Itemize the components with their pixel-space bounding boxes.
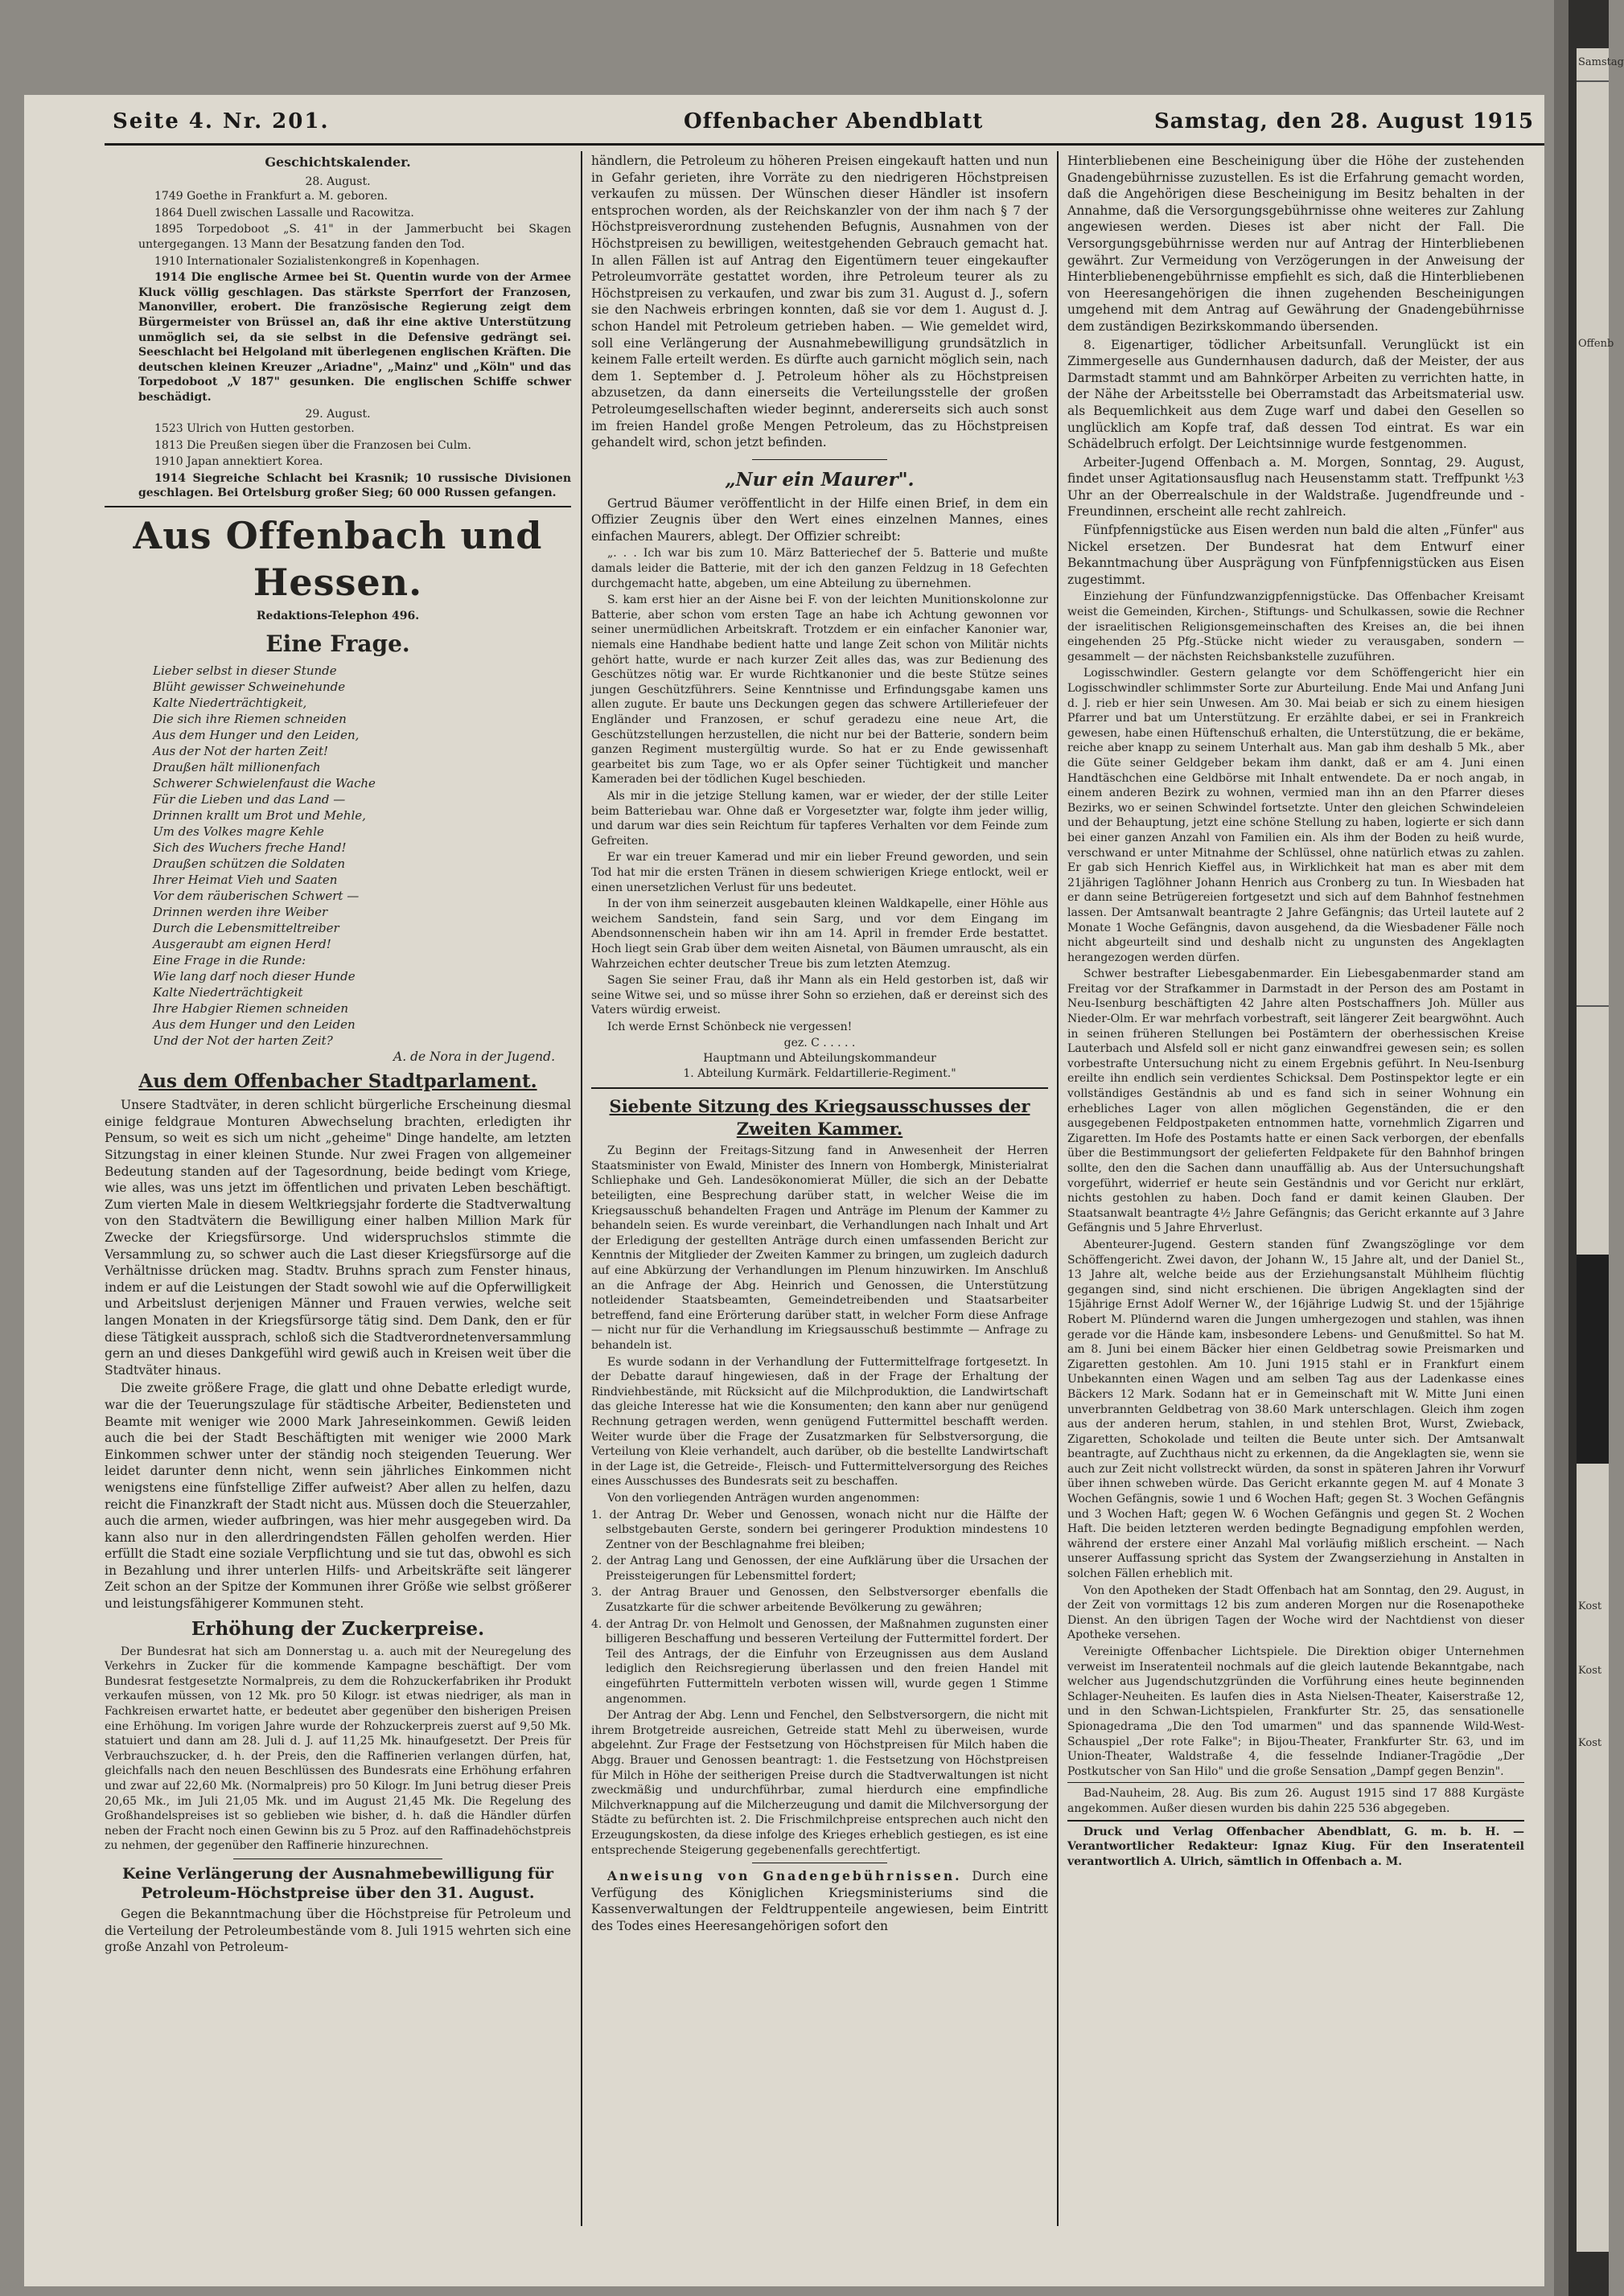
- poem-line: Drinnen werden ihre Weiber: [153, 904, 328, 919]
- news-item: Von den Apotheken der Stadt Offenbach hat am Sonntag, den 29. August, in der Zeit von vormittags 12 bis zum anderen Morgen nur die Rosenapotheke Dienst. An den übrigen Tagen der Woche wird der Nachtdienst von dieser Apotheke versehen.: [1067, 1583, 1524, 1642]
- poem-line: Draußen hält millionenfach: [153, 759, 321, 774]
- adjacent-page-word: Kost: [1578, 1737, 1602, 1749]
- poem-line: Und der Not der harten Zeit?: [153, 1033, 333, 1048]
- editorial-phone: Redaktions-Telephon 496.: [256, 610, 420, 623]
- calendar-date: 28. August.: [305, 175, 371, 188]
- adjacent-page-rule: [1577, 1005, 1609, 1007]
- news-item: Einziehung der Fünfundzwanzigpfennigstücke. Das Offenbacher Kreisamt weist die Gemeinden, Kirchen-, Stiftungs- und Schulkassen, sowie die Rechner der israelitischen Religionsgemeinschaften des Kreises an, die bei ihnen eingehenden 25 Pfg.-Stücke nicht wieder zu verausgaben, sondern — gesammelt — der nächsten Reichsbankstelle zuzuführen.: [1067, 590, 1524, 663]
- calendar-entry: 1895 Torpedoboot „S. 41" in der Jammerbucht bei Skagen untergegangen. 13 Mann der Besatzung fanden den Tod.: [138, 223, 571, 251]
- calendar-entry: 1910 Japan annektiert Korea.: [154, 455, 323, 469]
- letter-paragraph: Ich werde Ernst Schönbeck nie vergessen!: [607, 1020, 853, 1033]
- poem-line: Kalte Niederträchtigkeit: [153, 984, 303, 1000]
- poem-author: A. de Nora in der Jugend.: [393, 1049, 555, 1064]
- section-rule: [1067, 1820, 1524, 1822]
- article-title: Anweisung von Gnadengebührnissen.: [607, 1868, 962, 1884]
- masthead: Offenbacher Abendblatt: [684, 109, 984, 133]
- article-paragraph: Die zweite größere Frage, die glatt und ohne Debatte erledigt wurde, war die der Teuerungszulage für städtische Arbeiter, Bediensteten und Beamte mit weniger wie 2000 Mark Jahreseinkommen. Gewiß leiden auch die bei der Stadt Beschäftigten mit weniger wie 2000 Mark Einkommen schwer unter der ständig noch steigenden Teuerung. Wer leidet darunter denn nicht, wenn sein jährliches Einkommen nicht wenigstens eine fünfstellige Ziffer aufweist? Aber allen zu helfen, dazu reicht die Finanzkraft der Stadt nicht aus. Müssen doch die Steuerzahler, auch die armen, wieder aufbringen, was hier mehr ausgegeben wird. Da kann also nur in den allerdringendsten Fällen geholfen werden. Hier erfüllt die Stadt eine soziale Verpflichtung und sie tut das, obwohl es sich in Bezahlung und ihrer unterlen Hilfs- und Arbeitskräfte seit längerer Zeit schon an der Spitze der Kommunen ihrer Größe wie selbst größerer und leistungsfähigerer Kommunen steht.: [105, 1381, 571, 1612]
- letter-signature: Hauptmann und Abteilungskommandeur: [703, 1052, 936, 1066]
- column-3: [1067, 153, 1524, 1871]
- calendar-entry: 1914 Die englische Armee bei St. Quentin wurde von der Armee Kluck völlig geschlagen. Das stärkste Sperrfort der Franzosen, Manonviller, erobert. Die französische Regierung zeigt dem Bürgermeister von Brüssel an, daß ihr eine aktive Unterstützung unmöglich sei, da sie selbst in die Defensive gedrängt sei. Seeschlacht bei Helgoland mit überlegenen englischen Kräften. Die deutschen kleinen Kreuzer „Ariadne", „Mainz" und „Köln" und das Torpedoboot „V 187" gesunken. Die englischen Schiffe schwer beschädigt.: [138, 271, 571, 404]
- article-paragraph: Von den vorliegenden Anträgen wurden angenommen:: [607, 1491, 920, 1505]
- adjacent-page-edge: [1577, 48, 1624, 2252]
- news-item: Vereinigte Offenbacher Lichtspiele. Die Direktion obiger Unternehmen verweist im Inseratenteil nochmals auf die gleich lautende Bekanntgabe, nach welcher aus Jugendschutzgründen die Vorführung eines heute beginnenden Schlager-Neuheiten. Es laufen dies in Asta Nielsen-Theater, Kaiserstraße 12, und in den Schwan-Lichtspielen, Frankfurter Str. 25, das sensationelle Spionagedrama „Die den Tod umarmen" und das spannende Wild-West-Schauspiel „Der rote Falke"; in Bijou-Theater, Frankfurter Str. 63, und im Union-Theater, Waldstraße 4, die fesselnde Indianer-Tragödie „Der Postkutscher von San Hilo" und die große Sensation „Dampf gegen Benzin".: [1067, 1645, 1524, 1778]
- history-calendar: [105, 154, 571, 501]
- article-paragraph: händlern, die Petroleum zu höheren Preisen eingekauft hatten und nun in Gefahr gerieten, ihre Vorräte zu den niedrigeren Höchstpreisen verkaufen zu müssen. Der Wünschen dieser Händler ist insofern entsprochen worden, als der Reichskanzler von der ihm nach § 7 der Höchstpreisverordnung zustehenden Befugnis, Ausnahmen von der Höchstpreisen zu bewilligen, weitestgehenden Gebrauch gemacht hat. In allen Fällen ist auf Antrag den Eigentümern teuer eingekaufter Petroleumvorräte gestattet worden, ihre Petroleum teurer als zu Höchstpreisen zu verkaufen, und zwar bis zum 31. August d. J., sofern sie den Nachweis erbringen konnten, daß sie vor dem 1. August d. J. schon Handel mit Petroleum getrieben haben. — Wie gemeldet wird, soll eine Verlängerung der Ausnahmebewilligung grundsätzlich in keinem Falle erteilt werden. Es dürfte auch garnicht möglich sein, nach dem 1. September d. J. Petroleum höher als zu Höchstpreisen abzusetzen, da dann einerseits die Verteilungsstelle der großen Petroleumgesellschaften wieder beginnt, andererseits sich auch sonst im freien Handel große Mengen Petroleum, das zu Höchstpreisen gehandelt wird, schon jetzt befinden.: [591, 154, 1048, 450]
- article-paragraph: Es wurde sodann in der Verhandlung der Futtermittelfrage fortgesetzt. In der Debatte darauf hingewiesen, daß in der Frage der Erhaltung der Rindviehbestände, mit Rücksicht auf die Milchproduktion, die Landwirtschaft das gleiche Interesse hat wie die Konsumenten; den kann aber nur genügend Rechnung getragen werden, wenn genügend Futtermittel beschafft werden. Weiter wurde über die Frage der Zusatzmarken für Selbstversorgung, die Verteilung von Kleie verhandelt, auch darüber, ob die bestellte Landwirtschaft in der Lage ist, die Getreide-, Fleisch- und Futtermittelversorgung des Reiches eines Ausschusses des Bundesrats seit zu beschaffen.: [591, 1355, 1048, 1489]
- poem-line: Vor dem räuberischen Schwert —: [153, 888, 360, 903]
- poem-line: Um des Volkes magre Kehle: [153, 824, 324, 839]
- poem-line: Aus dem Hunger und den Leiden,: [153, 727, 360, 742]
- poem-line: Für die Lieben und das Land —: [153, 791, 346, 807]
- letter-paragraph: „. . . Ich war bis zum 10. März Batteriechef der 5. Batterie und mußte damals leider die Batterie, mit der ich den ganzen Feldzug in 18 Gefechten durchgemacht hatte, abgeben, um eine Abteilung zu übernehmen.: [591, 547, 1048, 590]
- news-item: 8. Eigenartiger, tödlicher Arbeitsunfall. Verunglückt ist ein Zimmergeselle aus Gundernhausen dadurch, daß der Meister, der aus Darmstadt stammt und am Bahnkörper Arbeiten zu verrichten hatte, in der Nähe der Arbeitsstelle bei Oberramstadt das Arbeitsmaterial usw. als Bequemlichkeit aus dem Zuge warf und dabei den Gesellen so unglücklich am Kopfe traf, daß dessen Tod eintrat. Es war ein Schädelbruch erfolgt. Der Leichtsinnige wurde festgenommen.: [1067, 337, 1524, 452]
- poem-line: Eine Frage in die Runde:: [153, 952, 306, 967]
- news-item: Schwer bestrafter Liebesgabenmarder. Ein Liebesgabenmarder stand am Freitag vor der Strafkammer in Darmstadt in der Person des am Postamt in Neu-Isenburg beschäftigten 42 Jahre alten Postschaffners Joh. Müller aus Nieder-Olm. Er war mehrfach vorbestraft, seit längerer Zeit beargwöhnt. Auch in seinen früheren Stellungen bei Postämtern der oberhessischen Kreise Lauterbach und Alsfeld soll er nicht ganz einwandfrei gewesen sein; es sollen vorbestrafte Untersuchung nicht zu einem Ergebnis geführt. In Neu-Isenburg ereilte ihn endlich sein verdientes Schicksal. Dem Postinspektor legte er ein vollständiges Geständnis ab und es fand sich in seiner Wohnung ein erhebliches Lager von allen möglichen Gegenständen, die er den ausgegebenen Feldpostpaketen entnommen hatte, vornehmlich Zigarren und Zigaretten. Im Hofe des Postamts hatte er einen Sack verborgen, der ebenfalls über die Bestimmungsort der gelieferten Feldpakete für den Bahnhof bringen sollte, den den die Sachen dann unauffällig ab. Aus der Untersuchungshaft vorgeführt, widerrief er heute sein Geständnis und vor Gericht nur erklärt, nichts gestohlen zu haben. Doch fand er damit keinen Glauben. Der Staatsanwalt beantragte 4½ Jahre Gefängnis; das Gericht erkannte auf 3 Jahre Gefängnis und 5 Jahre Ehrverlust.: [1067, 967, 1524, 1235]
- letter-paragraph: In der von ihm seinerzeit ausgebauten kleinen Waldkapelle, einer Höhle aus weichem Sandstein, fand sein Sarg, und vor dem Eingang im Abendsonnenschein haben wir ihn am 14. April in fremder Erde bestattet. Hoch liegt sein Grab über dem weiten Aisnetal, von Bäumen umrauscht, als ein Wahrzeichen echter deutscher Treue bis zum letzten Atemzug.: [591, 897, 1048, 971]
- article-paragraph: Gertrud Bäumer veröffentlicht in der Hilfe einen Brief, in dem ein Offizier Zeugnis über den Wert eines einzelnen Mannes, eines einfachen Maurers, ablegt. Der Offizier schreibt:: [591, 495, 1048, 544]
- calendar-entry: 1910 Internationaler Sozialistenkongreß in Kopenhagen.: [154, 254, 480, 268]
- article-paragraph: Gegen die Bekanntmachung über die Höchstpreise für Petroleum und die Verteilung der Petroleumbestände vom 8. Juli 1915 wehrten sich eine große Anzahl von Petroleum-: [105, 1906, 571, 1955]
- news-item: Arbeiter-Jugend Offenbach a. M. Morgen, Sonntag, 29. August, findet unser Agitationsausflug nach Heusenstamm statt. Treffpunkt ½3 Uhr an der Oberrealschule in der Waldstraße. Jugendfreunde und -Freundinnen, erscheint alle recht zahlreich.: [1067, 454, 1524, 520]
- article-title: „Nur ein Maurer".: [725, 468, 915, 491]
- list-item: 1. der Antrag Dr. Weber und Genossen, wonach nicht nur die Hälfte der selbstgebauten Gerste, sondern bei geringerer Produktion mindestens 10 Zentner von der Beschlagnahme frei bleiben;: [591, 1508, 1048, 1551]
- news-item: Bad-Nauheim, 28. Aug. Bis zum 26. August 1915 sind 17 888 Kurgäste angekommen. Außer diesen wurden bis dahin 225 536 abgegeben.: [1067, 1787, 1524, 1815]
- poem-line: Ausgeraubt am eignen Herd!: [153, 936, 331, 951]
- poem-line: Blüht gewisser Schweinehunde: [153, 679, 346, 694]
- section-rule: [105, 506, 571, 507]
- letter-paragraph: Er war ein treuer Kamerad und mir ein lieber Freund geworden, und sein Tod hat mir die ersten Tränen in diesem schwierigen Kriege entlockt, weil er einen unersetzlichen Verlust für uns bedeutet.: [591, 851, 1048, 894]
- article-title: Siebente Sitzung des Kriegsausschusses der Zweiten Kammer.: [609, 1096, 1030, 1140]
- article-title: Aus dem Offenbacher Stadtparlament.: [138, 1070, 537, 1093]
- calendar-entry: 1523 Ulrich von Hutten gestorben.: [154, 422, 355, 436]
- section-rule: [591, 1087, 1048, 1089]
- poem-line: Durch die Lebensmitteltreiber: [153, 920, 339, 935]
- poem-line: Aus der Not der harten Zeit!: [153, 743, 329, 758]
- letter-paragraph: Als mir in die jetzige Stellung kamen, war er wieder, der der stille Leiter beim Batteriebau war. Ohne daß er Vorgesetzter war, folgte ihm jeder willig, und darum war dies sein Reichtum für tapferes Verhalten vor dem Feinde zum Gefreiten.: [591, 789, 1048, 848]
- letter-signature: 1. Abteilung Kurmärk. Feldartillerie-Regiment.": [683, 1066, 956, 1080]
- article-paragraph: Unsere Stadtväter, in deren schlicht bürgerliche Erscheinung diesmal einige feldgraue Monturen Abwechselung brachten, erledigten ihr Pensum, so weit es sich um nicht „geheime" Dinge handelte, am letzten Sitzungstag in einer kleinen Stunde. Nur zwei Fragen von allgemeiner Bedeutung standen auf der Tagesordnung, beide bedingt vom Kriege, wie alles, was uns jetzt im öffentlichen und privaten Leben beschäftigt. Zum vierten Male in diesem Weltkriegsjahr forderte die Stadtverwaltung von den Stadtvätern die Bewilligung einer halben Million Mark für Zwecke der Kriegsfürsorge. Und widerspruchslos stimmte die Versammlung zu, so schwer auch die Last dieser Kriegsfürsorge auf die Verhältnisse drücken mag. Stadtv. Bruhns sprach zum Fenster hinaus, indem er auf die Leistungen der Stadt sowohl wie auf die Opferwilligkeit und Arbeitslust derjenigen Männer und Frauen verwies, welche seit langen Monaten in der Kriegsfürsorge tätig sind. Dem Dank, den er für diese Tätigkeit aussprach, schloß sich die Stadtverordnetenversammlung gern an und dieses Dankgefühl wird gewiß auch in Kreisen weit über die Stadtväter hinaus.: [105, 1098, 571, 1378]
- imprint: Druck und Verlag Offenbacher Abendblatt, G. m. b. H. — Verantwortlicher Redakteur: Ignaz Kiug. Für den Inseratenteil verantwortlich A. Ulrich, sämtlich in Offenbach a. M.: [1067, 1825, 1524, 1868]
- list-item: 4. der Antrag Dr. von Helmolt und Genossen, der Maßnahmen zugunsten einer billigeren Beschaffung und besseren Verteilung der Futtermittel fordert. Der Teil des Antrags, der die Einfuhr von Erzeugnissen aus dem Ausland lediglich den Reichsregierung überlassen und den freien Handel mit eingeführten Futtermitteln verboten wissen will, wurde gegen 1 Stimme angenommen.: [591, 1617, 1048, 1706]
- section-rule: [752, 459, 887, 460]
- column-2: [591, 153, 1048, 1937]
- poem-line: Ihre Habgier Riemen schneiden: [153, 1000, 348, 1016]
- header-rule: [105, 143, 1544, 146]
- poem-line: Draußen schützen die Soldaten: [153, 856, 346, 871]
- article-paragraph: Der Bundesrat hat sich am Donnerstag u. a. auch mit der Neuregelung des Verkehrs in Zucker für die kommende Kampagne beschäftigt. Der vom Bundesrat festgesetzte Normalpreis, zu dem die Rohzuckerfabriken ihr Produkt verkaufen müssen, von 12 Mk. pro 50 Kilogr. ist etwas niedriger, als man in Fachkreisen erwartet hatte, er bedeutet aber gegenüber den bisherigen Preisen eine Erhöhung. Im vorigen Jahre wurde der Rohzuckerpreis zuerst auf 9,50 Mk. statuiert und dann am 28. Juli d. J. auf 11,25 Mk. hinaufgesetzt. Der Preis für Verbrauchszucker, d. h. der Preis, den die Raffinerien verlangen dürfen, hat, gleichfalls nach den neuen Beschlüssen des Bundesrats eine Erhöhung erfahren und zwar auf 22,60 Mk. (Normalpreis) pro 50 Kilogr. Im Juni betrug dieser Preis 20,65 Mk., im Juli 21,05 Mk. und im August 21,45 Mk. Die Regelung des Großhandelspreises ist so geblieben wie bisher, d. h. daß die Händler dürfen neben der Fracht noch einen Gewinn bis zu 5 Proz. auf den Raffinadehöchstpreis zu nehmen, der gegenüber den Raffinerie hinzurechnen.: [105, 1645, 571, 1853]
- article-paragraph: Der Antrag der Abg. Lenn und Fenchel, den Selbstversorgern, die nicht mit ihrem Brotgetreide ausreichen, Getreide statt Mehl zu überweisen, wurde abgelehnt. Zur Frage der Festsetzung von Höchstpreisen für Milch haben die Abgg. Brauer und Genossen beantragt: 1. die Festsetzung von Höchstpreisen für Milch in Höhe der seitherigen Preise durch die Stadtverwaltungen ist nicht zweckmäßig und undurchführbar, zumal hierdurch eine empfindliche Milchverknappung auf die Milcherzeugung und damit die Milchversorgung der Städte zu befürchten ist. 2. Die Frischmilchpreise entsprechen auch nicht den Erzeugungskosten, da diese infolge des Krieges erheblich gestiegen, es ist eine entsprechende Steigerung gegebenenfalls gerechtfertigt.: [591, 1709, 1048, 1857]
- calendar-entry: 1914 Siegreiche Schlacht bei Krasnik; 10 russische Divisionen geschlagen. Bei Ortelsburg großer Sieg; 60 000 Russen gefangen.: [138, 471, 571, 500]
- poem-title: Eine Frage.: [265, 630, 410, 657]
- article-title: Keine Verlängerung der Ausnahmebewilligung für Petroleum-Höchstpreise über den 31. August.: [121, 1864, 554, 1902]
- letter-signature: gez. C . . . . .: [783, 1037, 856, 1050]
- article-paragraph: Durch eine Verfügung des Königlichen Kriegsministeriums sind die Kassenverwaltungen der Feldtruppenteile angewiesen, beim Eintritt des Todes eines Heeresangehörigen sofort den: [591, 1869, 1048, 1933]
- adjacent-page-word: Offenb: [1578, 338, 1614, 350]
- news-item: Abenteurer-Jugend. Gestern standen fünf Zwangszöglinge vor dem Schöffengericht. Zwei davon, der Johann W., 15 Jahre alt, und der Daniel St., 13 Jahre alt, welche beide aus der Erziehungsanstalt Mühlheim flüchtig gegangen sind, sind nicht erschienen. Die übrigen Angeklagten sind der 15jährige Ernst Adolf Werner W., der 16jährige Ludwig St. und der 15jährige Robert M. Plündernd waren die Jungen umhergezogen und stahlen, was ihnen gerade vor die Hände kam, insbesondere Lebens- und Genußmittel. So hat M. am 8. Juni bei einem Bäcker hier einen Geldbetrag sowie Preismarken und Zigaretten gestohlen. Am 10. Juni 1915 stahl er in Frankfurt einem Unbekannten einen Wagen und am selben Tag aus der Ladenkasse eines Bäckers 12 Mark. Sodann hat er in Gemeinschaft mit W. Mitte Juni einen unverbrannten Geldbetrag von 38.60 Mark unterschlagen. Gleich ihm zogen aus der anderen herum, stahlen, in und stehlen Brot, Wurst, Zwieback, Zigaretten, Schokolade und teilten die Beute unter sich. Der Amtsanwalt beantragte, auf Zuchthaus nicht zu erkennen, da die Angeklagten sie, wenn sie auch zur Zeit nicht vollstreckt würden, da sonst in späteren Jahren ihr Vorwurf über ihnen schweben würde. Das Gericht erkannte gegen M. auf 4 Monate 3 Wochen Gefängnis, sowie 1 und 6 Wochen Haft; gegen St. 3 Wochen Gefängnis und 3 Wochen Haft; gegen W. 6 Wochen Gefängnis und gegen St. 2 Wochen Haft. Die beiden letzteren werden bedingte Begnadigung empfohlen werden, während der erstere einer Anzahl Mal vorläufig mißlich erscheint. — Nach unserer Auffassung spricht das System der Zwangserziehung in Anstalten in solchen Fällen erheblich mit.: [1067, 1238, 1524, 1581]
- news-item: Fünfpfennigstücke aus Eisen werden nun bald die alten „Fünfer" aus Nickel ersetzen. Der Bundesrat hat dem Entwurf einer Bekanntmachung über Ausprägung von Fünfpfennigstücken aus Eisen zugestimmt.: [1067, 523, 1524, 587]
- newspaper-page: [24, 95, 1544, 2286]
- column-divider: [581, 151, 582, 2226]
- calendar-date: 29. August.: [305, 407, 371, 421]
- poem-line: Lieber selbst in dieser Stunde: [153, 663, 337, 678]
- adjacent-page-word: Kost: [1578, 1665, 1602, 1677]
- poem-line: Aus dem Hunger und den Leiden: [153, 1017, 356, 1032]
- section-rule: [1067, 1782, 1524, 1783]
- letter-paragraph: S. kam erst hier an der Aisne bei F. von der leichten Munitionskolonne zur Batterie, aber schon vom ersten Tage an habe ich Achtung gewonnen vor seiner unermüdlichen Arbeitskraft. Trotzdem er ein einfacher Kanonier war, niemals eine Handhabe bedient hatte und lange Zeit schon von Militär nichts gehört hatte, wurde er nach kurzer Zeit alles das, was zur Bedienung des Geschützes nötig war. Er wurde Richtkanonier und die beste Stütze seines jungen Geschützführers. Seine Kenntnisse und Erfindungsgabe kamen uns allen zugute. Er baute uns Deckungen gegen das schwere Artilleriefeuer der Engländer und Franzosen, er schuf geradezu eine neue Art, die Geschützstellungen herzustellen, die nicht nur bei der Batterie, sondern beim ganzen Regiment mustergültig wurde. So hat er zu Ende gewissenhaft gearbeitet bis zum Tage, wo er als Opfer seiner Tüchtigkeit und mancher Kameraden bei der tödlichen Kugel beschieden.: [591, 594, 1048, 787]
- news-item: Logisschwindler. Gestern gelangte vor dem Schöffengericht hier ein Logisschwindler schlimmster Sorte zur Aburteilung. Ende Mai und Anfang Juni d. J. rieb er hier sein Unwesen. Am 30. Mai beiab er sich zu einem hiesigen Pfarrer und bat um Unterstützung. Er erzählte dabei, er sei in Frankreich gewesen, habe einen Hüftenschuß erhalten, die Unterstützung, die er bekäme, reiche aber knapp zu seinem Unterhalt aus. Man gab ihm deshalb 5 Mk., aber die Güte seiner Geldgeber bekam ihm dankt, daß er am 4. Juni einen Handtäschchen eine Geldbörse mit Inhalt entwendete. Da er noch angab, in einem anderen Bezirk zu wohnen, vermied man ihn an den Pfarrer dieses Bezirks, wo er seinen Schwindel fortsetzte. Unter den gleichen Schwindeleien und der Behauptung, jetzt eine schöne Stellung zu haben, logierte er sich dann bei einer ganzen Anzahl von Familien ein. Als ihm der Boden zu heiß wurde, verschwand er unter Mitnahme der Schlüssel, ohne natürlich etwas zu zahlen. Er gab sich Henrich Kieffel aus, in Wirklichkeit hat man es aber mit dem 21jährigen Taglöhner Johann Henrich aus Cronberg zu tun. In Wiesbaden hat er dann seine Betrügereien fortgesetzt und sich auf dem Bahnhof festnehmen lassen. Der Amtsanwalt beantragte 2 Jahre Gefängnis; das Urteil lautete auf 2 Monate 1 Woche Gefängnis, davon ausgehend, da die Wiesbadener Fälle noch nicht abgeurteilt sind und deshalb nicht zu ungunsten des Angeklagten herangezogen werden dürfen.: [1067, 667, 1524, 964]
- letter-paragraph: Sagen Sie seiner Frau, daß ihr Mann als ein Held gestorben ist, daß wir seine Witwe sei, und so müsse ihrer Sohn so erziehen, daß er dereinst sich des Vaters würdig erweist.: [591, 974, 1048, 1017]
- section-title: Aus Offenbach und Hessen.: [133, 514, 543, 605]
- column-divider: [1057, 151, 1059, 2226]
- poem-line: Schwerer Schwielenfaust die Wache: [153, 775, 376, 791]
- poem-line: Die sich ihre Riemen schneiden: [153, 711, 347, 726]
- poem-line: Wie lang darf noch dieser Hunde: [153, 968, 356, 984]
- calendar-title: Geschichtskalender.: [265, 154, 411, 170]
- poem-line: Kalte Niederträchtigkeit,: [153, 695, 307, 710]
- adjacent-page-rule: [1577, 80, 1609, 82]
- article-paragraph: Hinterbliebenen eine Bescheinigung über die Höhe der zustehenden Gnadengebührnisse zuzustellen. Es ist die Erfahrung gemacht worden, daß die Angehörigen diese Bescheinigung im Besitz behalten in der Annahme, daß die Versorgungsgebührnisse ohne weiteres zur Zahlung angewiesen werden. Dieses ist aber nicht der Fall. Die Versorgungsgebührnisse werden nur auf Antrag der Hinterbliebenen gewährt. Zur Vermeidung von Verzögerungen in der Anweisung der Hinterbliebenengebührnisse empfiehlt es sich, daß die Hinterbliebenen von Heeresangehörigen die ihnen zugehenden Bescheinigungen umgehend mit dem Antrag auf Gewährung der Gnadengebührnisse dem zuständigen Bezirkskommando übersenden.: [1067, 154, 1524, 334]
- calendar-entry: 1864 Duell zwischen Lassalle und Racowitza.: [154, 206, 414, 220]
- calendar-entry: 1813 Die Preußen siegen über die Franzosen bei Culm.: [154, 438, 471, 452]
- poem: [105, 663, 571, 1049]
- page-header: [24, 109, 1544, 142]
- poem-line: Sich des Wuchers freche Hand!: [153, 840, 347, 855]
- poem-line: Ihrer Heimat Vieh und Saaten: [153, 872, 338, 887]
- page-number: Seite 4. Nr. 201.: [113, 109, 330, 133]
- article-paragraph: Zu Beginn der Freitags-Sitzung fand in Anwesenheit der Herren Staatsminister von Ewald, Minister des Innern von Hombergk, Ministerialrat Schliephake und Geh. Landesökonomierat Müller, die sich an der Debatte beteiligten, eine Besprechung darüber statt, in welcher Weise die im Kriegsausschuß behandelten Fragen und Anträge im Plenum der Kammer zu behandeln seien. Es wurde vereinbart, die Verhandlungen nach Inhalt und Art der Erledigung der gestellten Anträge durch einen umfassenden Bericht zur Kenntnis der Mitglieder der Zweiten Kammer zu bringen, um zugleich dadurch auf eine Abkürzung der Verhandlungen im Plenum hinzuwirken. Im Anschluß an die Anfrage der Abg. Heinrich und Genossen, die Unterstützung notleidender Staatsbeamten, Gemeindetreibenden und Staatsarbeiter betreffend, fand eine Erörterung darüber statt, in welcher Form diese Anfrage — nicht nur für die Verhandlung im Kriegsausschuß bestimmte — Anfrage zu behandeln ist.: [591, 1144, 1048, 1352]
- adjacent-page-word: Kost: [1578, 1600, 1602, 1612]
- issue-date: Samstag, den 28. August 1915: [1154, 109, 1535, 133]
- column-1: [105, 153, 571, 1957]
- adjacent-page-ad-block: [1577, 1255, 1609, 1464]
- adjacent-page-word: Samstag: [1578, 56, 1624, 68]
- scan-edge: [1554, 0, 1568, 2296]
- calendar-entry: 1749 Goethe in Frankfurt a. M. geboren.: [154, 190, 389, 203]
- list-item: 3. der Antrag Brauer und Genossen, den Selbstversorger ebenfalls die Zusatzkarte für die schwer arbeitende Bevölkerung zu gewähren;: [591, 1586, 1048, 1615]
- article-title: Erhöhung der Zuckerpreise.: [191, 1617, 485, 1640]
- list-item: 2. der Antrag Lang und Genossen, der eine Aufklärung über die Ursachen der Preissteigerungen für Lebensmittel fordert;: [591, 1555, 1048, 1583]
- poem-line: Drinnen krallt um Brot und Mehle,: [153, 807, 366, 823]
